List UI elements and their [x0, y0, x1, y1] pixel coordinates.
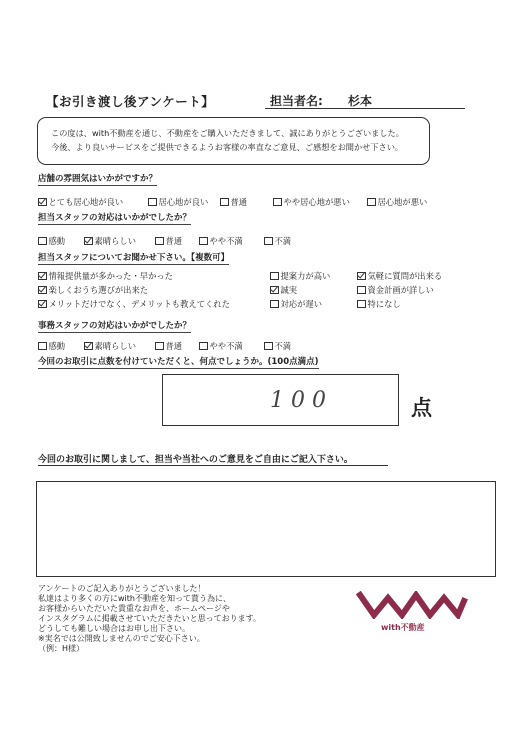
option-label: やや不満	[209, 341, 243, 351]
score-unit: 点	[411, 396, 432, 420]
option-label: 感動	[48, 236, 66, 246]
checkbox-checked[interactable]	[38, 286, 47, 295]
checkbox[interactable]	[357, 286, 366, 295]
staff-label: 担当者名:	[270, 94, 323, 108]
q1-option-5[interactable]	[367, 196, 427, 208]
brand-name: with不動産	[381, 623, 425, 632]
staff-name: 杉本	[348, 94, 373, 108]
closing-line-5: どうしても難しい場合はお申し出下さい。	[38, 624, 190, 633]
intro-line-1: この度は、with不動産を通じ、不動産をご購入いただきまして、誠にありがとうございました。	[51, 128, 404, 138]
option-label: 普通	[230, 197, 248, 207]
checkbox[interactable]	[199, 342, 208, 351]
q3-option-2[interactable]	[270, 270, 330, 282]
q3-option-8[interactable]	[270, 298, 322, 310]
q3-option-3[interactable]	[357, 270, 442, 282]
checkbox[interactable]	[38, 237, 47, 246]
q4-option-5[interactable]	[264, 340, 291, 352]
q1-option-4[interactable]	[273, 196, 350, 208]
comments-box[interactable]	[36, 481, 496, 577]
closing-line-7: （例：H様）	[38, 644, 85, 653]
intro-line-2: 今後、より良いサービスをご提供できるようお客様の率直なご意見、ご感想をお聞かせ下さい。	[51, 142, 404, 152]
option-label: 普通	[165, 236, 183, 246]
comments-underline	[38, 465, 388, 466]
checkbox[interactable]	[148, 198, 157, 207]
q3-option-6[interactable]	[357, 284, 434, 296]
staff-underline	[265, 108, 465, 109]
q2-option-1[interactable]	[38, 235, 65, 247]
option-label: メリットだけでなく、デメリットも教えてくれた	[48, 299, 230, 309]
checkbox-checked[interactable]	[84, 342, 93, 351]
q5-label: 今回のお取引に点数を付けていただくと、何点でしょうか。(100点満点)	[38, 357, 319, 367]
q2-label: 担当スタッフの対応はいかがでしたか？	[38, 213, 192, 223]
option-label: とても居心地が良い	[48, 197, 124, 207]
q3-option-5[interactable]	[270, 284, 297, 296]
checkbox-checked[interactable]	[38, 300, 47, 309]
checkbox[interactable]	[273, 198, 282, 207]
checkbox[interactable]	[220, 198, 229, 207]
checkbox[interactable]	[264, 237, 273, 246]
option-label: 素晴らしい	[94, 236, 136, 246]
q3-option-4[interactable]	[38, 284, 148, 296]
q4-option-2[interactable]	[84, 340, 136, 352]
q3-option-1[interactable]	[38, 270, 173, 282]
option-label: 誠実	[280, 285, 298, 295]
option-label: やや居心地が悪い	[283, 197, 350, 207]
option-label: やや不満	[209, 236, 243, 246]
checkbox[interactable]	[38, 342, 47, 351]
score-value: 100	[270, 388, 333, 413]
q1-option-3[interactable]	[220, 196, 247, 208]
option-label: 資金計画が詳しい	[367, 285, 434, 295]
q2-option-3[interactable]	[155, 235, 182, 247]
q3-option-9[interactable]	[357, 298, 401, 310]
checkbox-checked[interactable]	[84, 237, 93, 246]
with-fudosan-logo-icon	[356, 591, 468, 619]
q1-label: 店舗の雰囲気はいかがですか？	[38, 174, 158, 184]
checkbox[interactable]	[199, 237, 208, 246]
checkbox[interactable]	[264, 342, 273, 351]
checkbox[interactable]	[357, 300, 366, 309]
closing-line-2: 私達はより多くの方にwith不動産を知って貰う為に、	[38, 594, 231, 603]
closing-line-4: インスタグラムに掲載させていただきたいと思っております。	[38, 614, 262, 623]
q2-option-4[interactable]	[199, 235, 243, 247]
q3-option-7[interactable]	[38, 298, 230, 310]
option-label: 感動	[48, 341, 66, 351]
checkbox[interactable]	[155, 342, 164, 351]
option-label: 普通	[165, 341, 183, 351]
option-label: 気軽に質問が出来る	[367, 271, 443, 281]
option-label: 楽しくおうち選びが出来た	[48, 285, 149, 295]
closing-line-1: アンケートのご記入ありがとうございました！	[38, 584, 206, 593]
checkbox-checked[interactable]	[270, 286, 279, 295]
checkbox[interactable]	[270, 272, 279, 281]
q4-label: 事務スタッフの対応はいかがでしたか？	[38, 321, 192, 331]
option-label: 居心地が良い	[158, 197, 209, 207]
option-label: 素晴らしい	[94, 341, 136, 351]
option-label: 提案力が高い	[280, 271, 331, 281]
q2-option-5[interactable]	[264, 235, 291, 247]
option-label: 情報提供量が多かった・早かった	[48, 271, 173, 281]
q4-option-4[interactable]	[199, 340, 243, 352]
q1-option-1[interactable]	[38, 196, 123, 208]
option-label: 居心地が悪い	[377, 197, 428, 207]
checkbox[interactable]	[367, 198, 376, 207]
checkbox[interactable]	[270, 300, 279, 309]
survey-title: 【お引き渡し後アンケート】	[46, 94, 215, 109]
option-label: 不満	[274, 236, 292, 246]
option-label: 特になし	[367, 299, 401, 309]
q4-option-1[interactable]	[38, 340, 65, 352]
checkbox-checked[interactable]	[357, 272, 366, 281]
checkbox-checked[interactable]	[38, 198, 47, 207]
comments-label: 今回のお取引に関しまして、担当や当社へのご意見をご自由にご記入下さい。	[38, 455, 353, 465]
q1-option-2[interactable]	[148, 196, 208, 208]
q3-label: 担当スタッフについてお聞かせ下さい。【複数可】	[38, 253, 230, 263]
q4-option-3[interactable]	[155, 340, 182, 352]
option-label: 対応が遅い	[280, 299, 322, 309]
closing-line-6: ※実名では公開致しませんのでご安心下さい。	[38, 634, 205, 643]
checkbox-checked[interactable]	[38, 272, 47, 281]
checkbox[interactable]	[155, 237, 164, 246]
closing-line-3: お客様からいただいた貴重なお声を、ホームページや	[38, 604, 230, 613]
intro-box	[37, 117, 430, 165]
option-label: 不満	[274, 341, 292, 351]
q2-option-2[interactable]	[84, 235, 136, 247]
